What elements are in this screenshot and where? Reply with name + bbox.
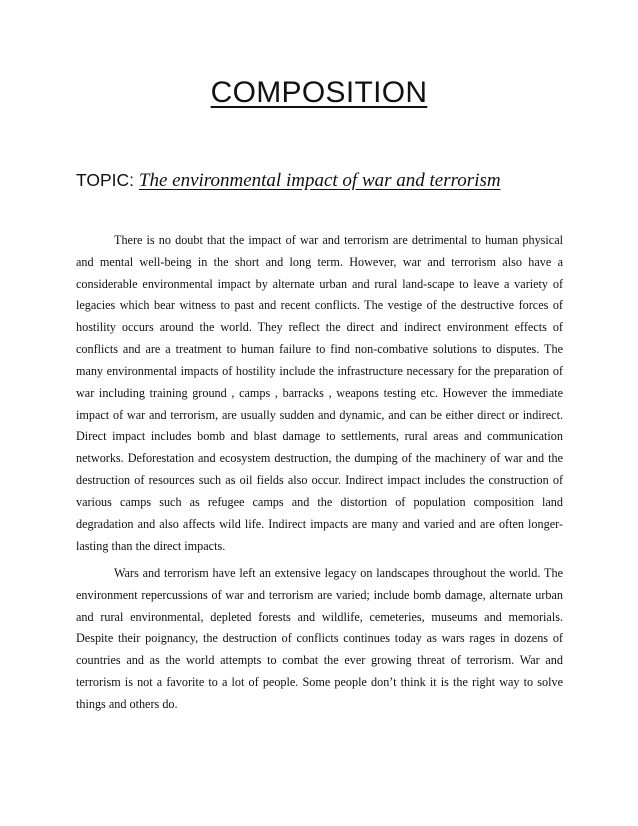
topic-line xyxy=(76,170,501,192)
page-title xyxy=(0,76,638,110)
title-text: COMPOSITION xyxy=(210,76,428,109)
paragraph-1: There is no doubt that the impact of war and terrorism are detrimental to human physical and mental well-being in the short and long term. However, war and terrorism also have a considerable environmental impact by alternate urban and rural land-scape to leave a variety of legacies which bear witness to past and recent conflicts. The vestige of the destructive forces of hostility occurs around the world. They reflect the direct and indirect environment effects of conflicts and are a treatment to human failure to find non-combative solutions to disputes. The many environmental impacts of hostility include the infrastructure necessary for the preparation of war including training ground , camps , barracks , weapons testing etc. However the immediate impact of war and terrorism, are usually sudden and dynamic, and can be either direct or indirect. Direct impact includes bomb and blast damage to settlements, rural areas and communication networks. Deforestation and ecosystem destruction, the dumping of the machinery of war and the destruction of resources such as oil fields also occur. Indirect impact includes the construction of various camps such as refugee camps and the distortion of population composition land degradation and also affects wild life. Indirect impacts are many and varied and are often longer-lasting than the direct impacts. xyxy=(76,233,563,553)
topic-label: TOPIC: xyxy=(76,170,135,190)
topic-text: The environmental impact of war and terrorism xyxy=(138,170,501,191)
paragraph-2: Wars and terrorism have left an extensive legacy on landscapes throughout the world. The environment repercussions of war and terrorism are varied; include bomb damage, alternate urban and rural environmental, depleted forests and wildlife, cemeteries, museums and memorials. Despite their poignancy, the destruction of conflicts continues today as wars rages in dozens of countries and as the world attempts to combat the ever growing threat of terrorism. War and terrorism is not a favorite to a lot of people. Some people don’t think it is the right way to solve things and others do. xyxy=(76,566,563,711)
